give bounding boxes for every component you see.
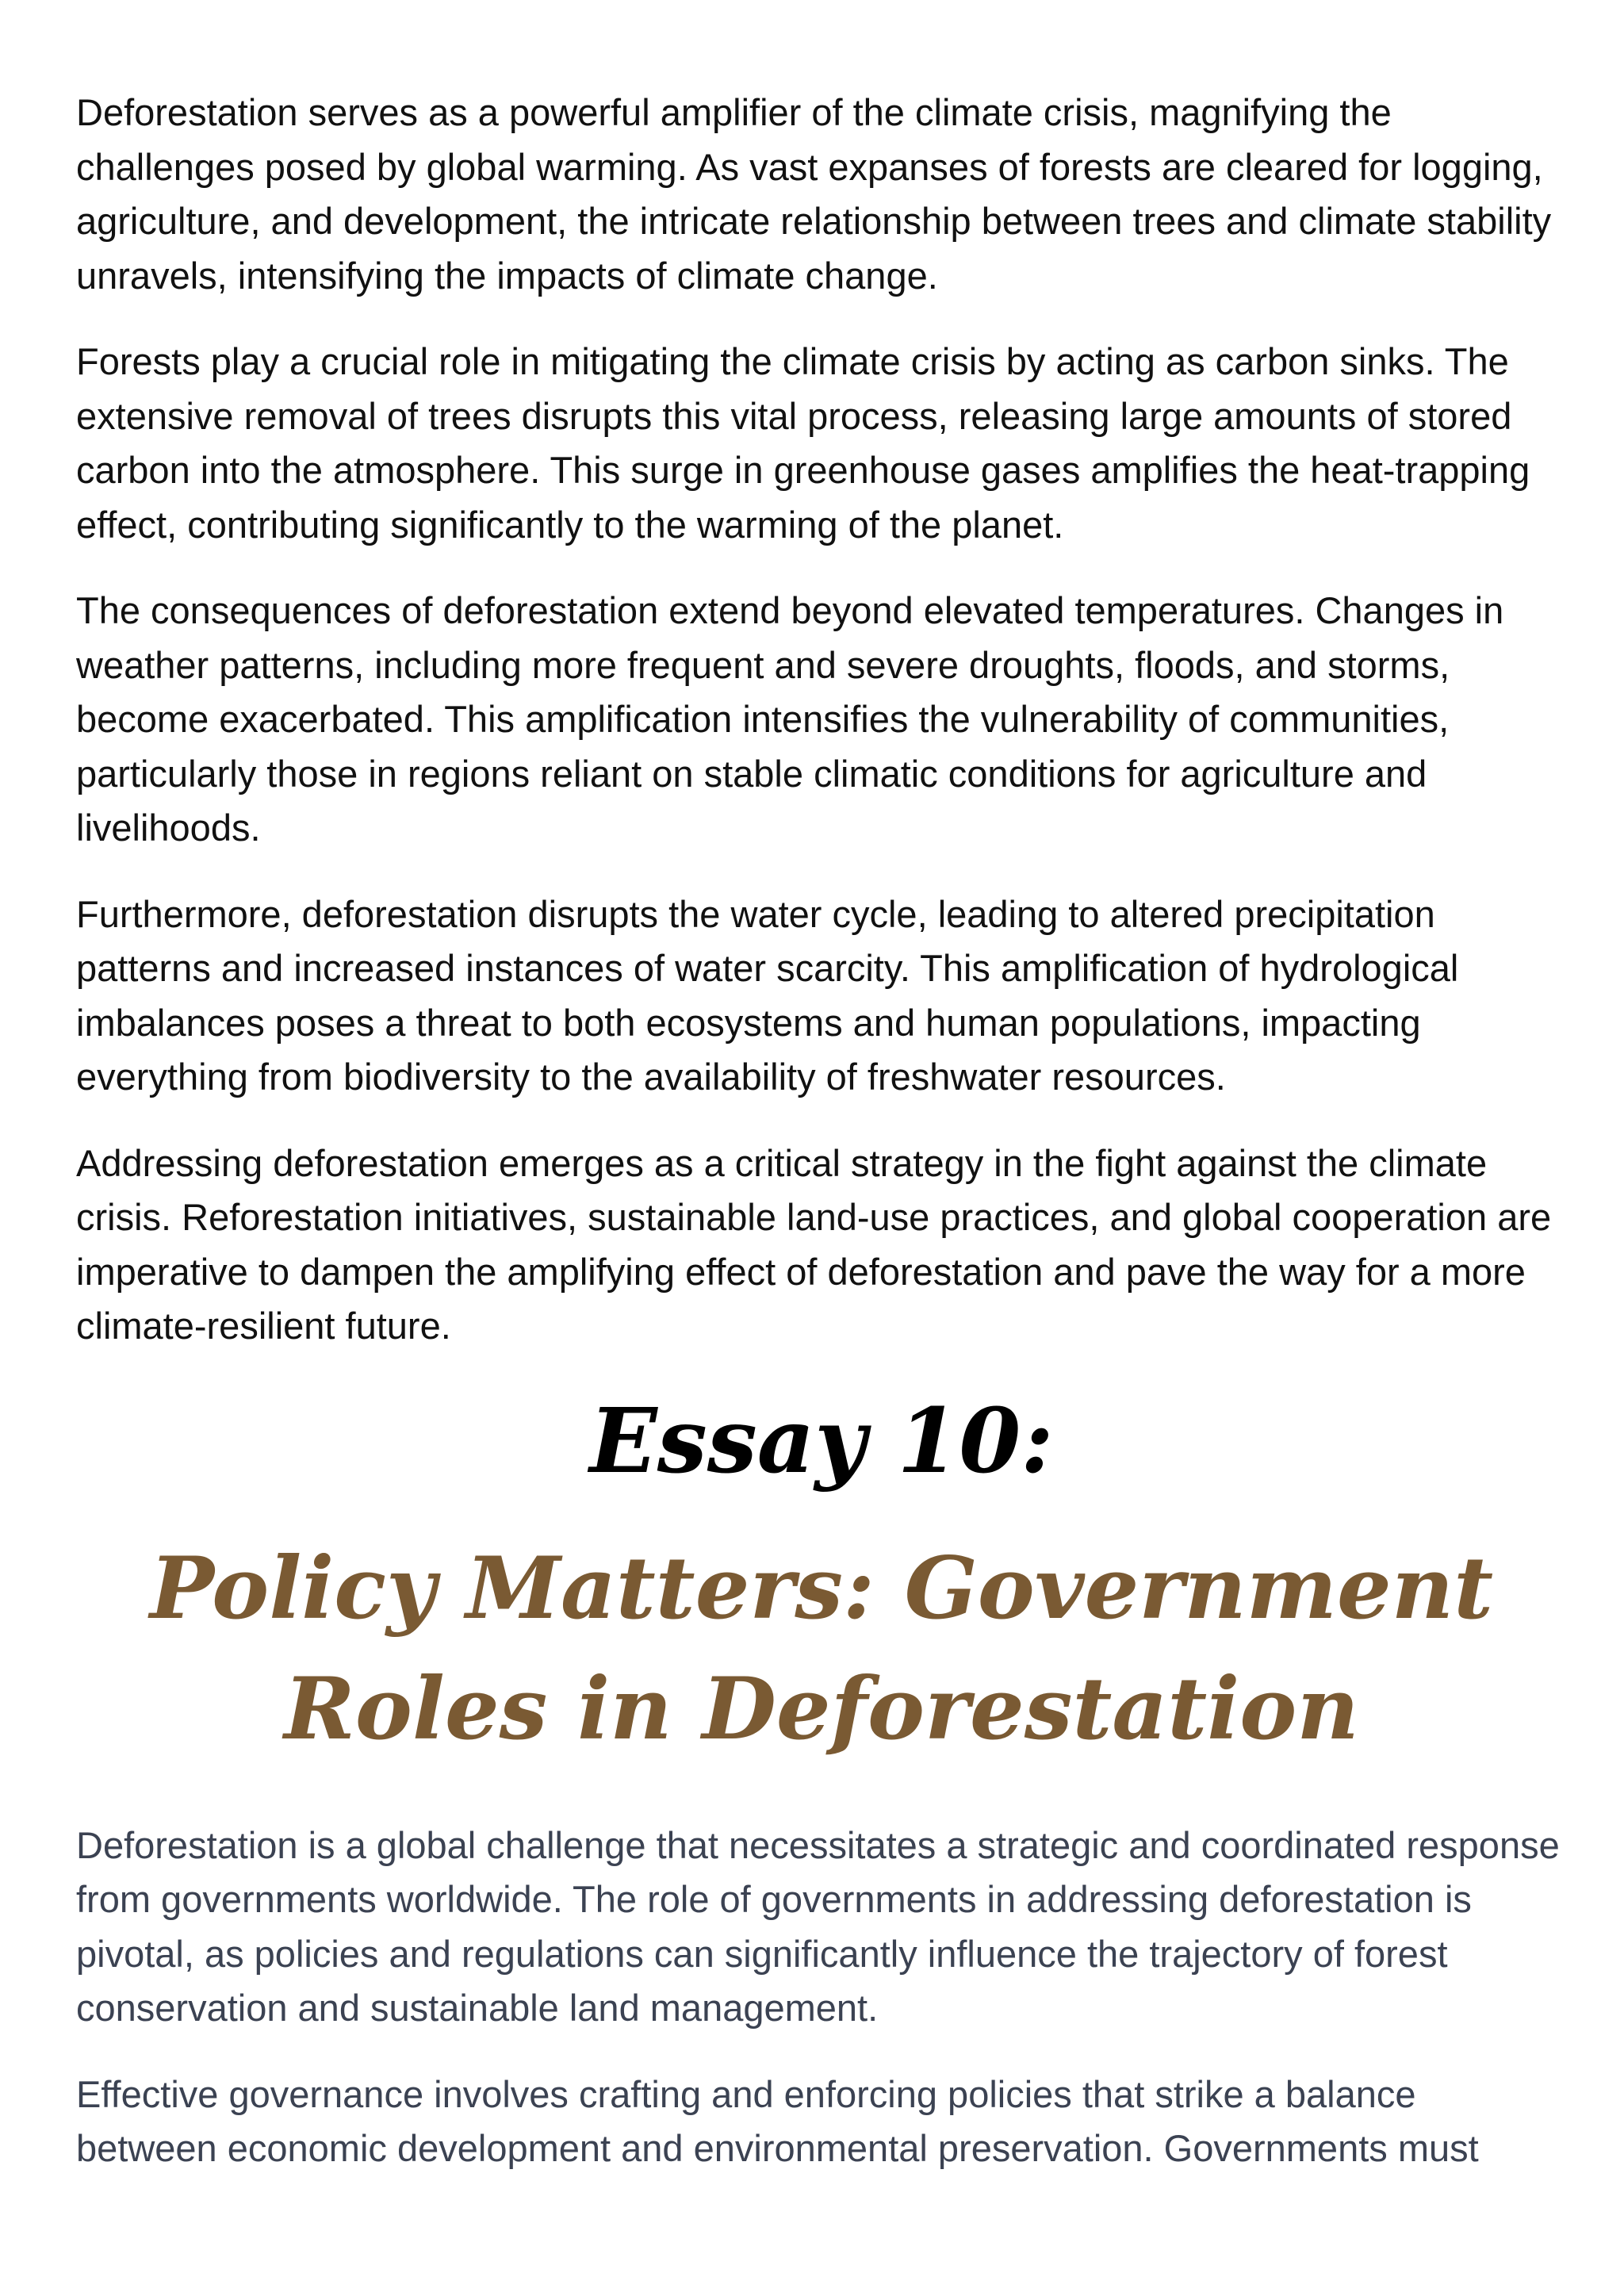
paragraph: Deforestation is a global challenge that necessitates a strategic and coordinated response from governments worldwide. The role of governments in addressing deforestation is pivotal, as policies and regulations can significantly influence the trajectory of forest conservation and sustainable land management. [76,1823,1560,2029]
paragraph: Effective governance involves crafting and enforcing policies that strike a balance between economic development and environmental preservation. Governments must [76,2072,1479,2169]
paragraph: The consequences of deforestation extend beyond elevated temperatures. Changes in weather patterns, including more frequent and severe droughts, floods, and storms, become exacerbated. This amplification intensifies the vulnerability of communities, particularly those in regions reliant on stable climatic conditions for agriculture and livelihoods. [76,589,1504,849]
paragraph: Addressing deforestation emerges as a critical strategy in the fight against the climate crisis. Reforestation initiatives, sustainable land-use practices, and global cooperation are imperative to dampen the amplifying effect of deforestation and pave the way for a more climate-resilient future. [76,1141,1552,1347]
paragraph: Deforestation serves as a powerful amplifier of the climate crisis, magnifying the challenges posed by global warming. As vast expanses of forests are cleared for logging, agriculture, and development, the intricate relationship between trees and climate stability unravels, intensifying the impacts of climate change. [76,91,1552,297]
essay-number-heading: Essay 10: [589,1389,1054,1493]
essay-body [76,1819,1567,2176]
document-page [76,86,1567,2208]
previous-essay-body [76,86,1567,1354]
paragraph: Furthermore, deforestation disrupts the water cycle, leading to altered precipitation patterns and increased instances of water scarcity. This amplification of hydrological imbalances poses a threat to both ecosystems and human populations, impacting everything from biodiversity to the availability of freshwater resources. [76,892,1459,1098]
essay-title: Policy Matters: Government Roles in Deforestation [149,1538,1494,1759]
paragraph: Forests play a crucial role in mitigating the climate crisis by acting as carbon sinks. The extensive removal of trees disrupts this vital process, releasing large amounts of stored carbon into the atmosphere. This surge in greenhouse gases amplifies the heat-trapping effect, contributing significantly to the warming of the planet. [76,340,1530,546]
